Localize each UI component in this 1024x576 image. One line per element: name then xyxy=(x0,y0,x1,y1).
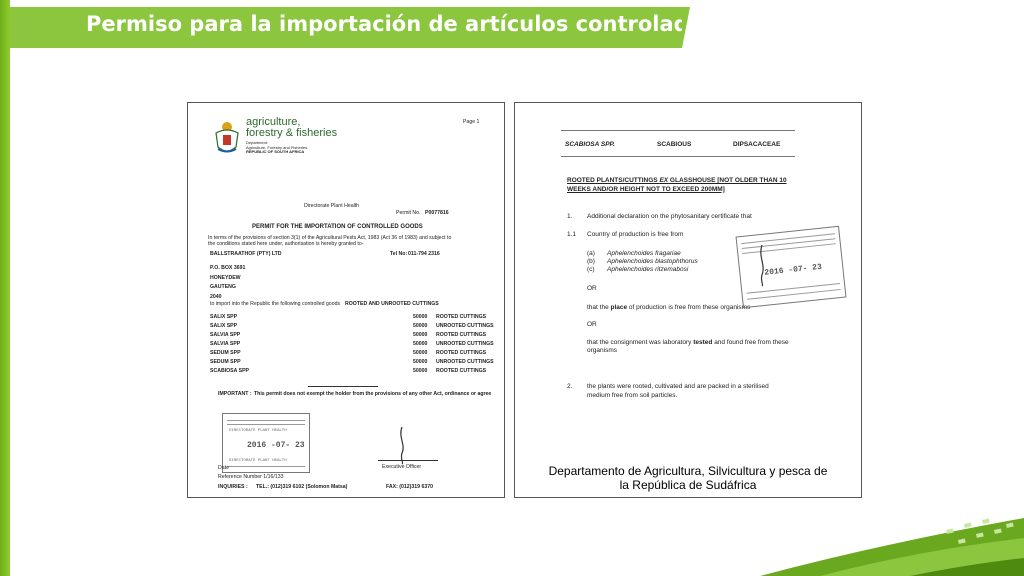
left-accent-bar xyxy=(0,0,10,576)
fax-number: FAX: (012)319 6370 xyxy=(386,484,434,490)
goods-type-cell: UNROOTED CUTTINGS xyxy=(436,341,494,347)
officer-label: Executive Officer xyxy=(382,464,422,470)
tel-number: 011-794 2316 xyxy=(408,251,440,257)
company-name: BALLSTRAATHOF (PTY) LTD xyxy=(210,251,282,257)
genus-name: SCABIOSA SPP. xyxy=(565,141,615,148)
goods-qty: 50000 xyxy=(413,368,428,374)
goods-type-cell: ROOTED CUTTINGS xyxy=(436,350,487,356)
inquiries-tel: TEL.: (012)319 6102 (Solomon Matsa) xyxy=(256,484,348,490)
goods-name: SALVIA SPP xyxy=(210,341,241,347)
important-text: This permit does not exempt the holder from the provisions of any other Act, ordinance or agree xyxy=(254,391,492,397)
tel-label: Tel No: xyxy=(390,251,408,257)
department-name: agriculture, forestry & fisheries xyxy=(246,116,338,139)
consignment-condition: that the consignment was laboratory tested and found free from these organisms xyxy=(587,339,789,354)
list-item: Aphelenchoides ritzemabosi xyxy=(607,266,689,273)
decorative-swoosh xyxy=(760,500,1024,576)
department-subtitle: Department: Agriculture, Forestry and Fisheries REPUBLIC OF SOUTH AFRICA xyxy=(246,140,308,155)
goods-qty: 50000 xyxy=(413,359,428,365)
goods-name: SALIX SPP xyxy=(210,314,238,320)
list-item: Aphelenchoides blastophthorus xyxy=(607,258,698,265)
goods-name: SALIX SPP xyxy=(210,323,238,329)
official-stamp: 2016 -07- 23 xyxy=(736,226,847,308)
postal-address: P.O. BOX 3691 HONEYDEW GAUTENG 2040 xyxy=(210,265,246,300)
common-name: SCABIOUS xyxy=(657,141,692,148)
directorate: Directorate Plant Health xyxy=(304,203,360,209)
goods-qty: 50000 xyxy=(413,332,428,338)
divider xyxy=(561,130,795,131)
signature-mark xyxy=(396,425,408,465)
official-stamp: DIRECTORATE PLANT HEALTH 2016 -07- 23 DIRECTORATE PLANT HEALTH xyxy=(222,413,310,473)
permit-number: P0077816 xyxy=(425,210,449,216)
goods-type-cell: ROOTED CUTTINGS xyxy=(436,314,487,320)
permit-heading: PERMIT FOR THE IMPORTATION OF CONTROLLED GOODS xyxy=(252,224,423,230)
goods-name: SCABIOSA SPP xyxy=(210,368,250,374)
signature-line xyxy=(378,460,438,461)
permit-document-scan xyxy=(187,102,505,498)
import-line: to import into the Republic the following controlled goods xyxy=(210,301,341,307)
slide-title: Permiso para la importación de artículos controlados xyxy=(86,12,716,36)
goods-qty: 50000 xyxy=(413,323,428,329)
goods-type-cell: ROOTED CUTTINGS xyxy=(436,368,487,374)
clause-text: Country of production is free from xyxy=(587,231,684,238)
goods-type: ROOTED AND UNROOTED CUTTINGS xyxy=(345,301,439,307)
reference-number: Reference Number 1/16/133 xyxy=(218,474,284,480)
coat-of-arms-icon xyxy=(214,121,240,157)
inquiries-label: INQUIRIES : xyxy=(218,484,248,490)
goods-type-cell: ROOTED CUTTINGS xyxy=(436,332,487,338)
or-label: OR xyxy=(587,321,597,328)
goods-qty: 50000 xyxy=(413,314,428,320)
signature-mark xyxy=(757,243,767,287)
page-number: Page 1 xyxy=(463,119,480,125)
divider xyxy=(561,156,795,157)
permit-intro: In terms of the provisions of section 3(1) of the Agricultural Pests Act, 1983 (Act 36 of 1983) and subject to the conditions stated here under, authorisation is hereby granted to- xyxy=(208,235,452,247)
title-banner xyxy=(10,7,716,48)
permit-conditions-scan: SCABIOSA SPP. SCABIOUS DIPSACACEAE ROOTED PLANTS/CUTTINGS EX GLASSHOUSE [NOT OLDER THAN 10 WEEKS AND/OR HEIGHT NOT TO EXCEED 200MM] 1. Additional declaration on the phytosanitary certificate that 1.1 Country of production is free from (a) Aphelenchoides fragariae (b) Aphelenchoides blastophthorus (c) Aphelenchoides ritzemabosi OR that the place of production is free from these organisms OR that the consignment was laboratory tested and found free from these organisms 2. the plants were rooted, cultivated and are packed in a sterilised medium free from soil particles. 2016 -07- 23 Departamento de Agricultura, Silvicultura y pesca de la República de Sudáfrica xyxy=(514,102,862,498)
place-condition: that the place of production is free from these organisms xyxy=(587,304,751,311)
important-label: IMPORTANT : xyxy=(218,391,252,397)
clause-text: the plants were rooted, cultivated and are packed in a sterilised medium free from soil particles. xyxy=(587,383,769,399)
goods-name: SEDUM SPP xyxy=(210,359,241,365)
goods-qty: 50000 xyxy=(413,341,428,347)
conditions-heading: ROOTED PLANTS/CUTTINGS EX GLASSHOUSE [NOT OLDER THAN 10 WEEKS AND/OR HEIGHT NOT TO EXCEED 200MM] xyxy=(567,177,787,193)
goods-type-cell: UNROOTED CUTTINGS xyxy=(436,323,494,329)
clause-number: 2. xyxy=(567,383,573,390)
divider xyxy=(308,386,378,387)
goods-name: SALVIA SPP xyxy=(210,332,241,338)
image-caption: Departamento de Agricultura, Silvicultura y pesca de la República de Sudáfrica xyxy=(548,464,828,492)
or-label: OR xyxy=(587,285,597,292)
goods-qty: 50000 xyxy=(413,350,428,356)
list-item: Aphelenchoides fragariae xyxy=(607,250,681,257)
permit-number-label: Permit No. xyxy=(396,210,421,216)
clause-text: Additional declaration on the phytosanitary certificate that xyxy=(587,213,752,220)
clause-number: 1.1 xyxy=(567,231,577,238)
clause-number: 1. xyxy=(567,213,573,220)
goods-name: SEDUM SPP xyxy=(210,350,241,356)
family-name: DIPSACACEAE xyxy=(733,141,781,148)
goods-type-cell: UNROOTED CUTTINGS xyxy=(436,359,494,365)
date-label: Date xyxy=(218,465,229,471)
